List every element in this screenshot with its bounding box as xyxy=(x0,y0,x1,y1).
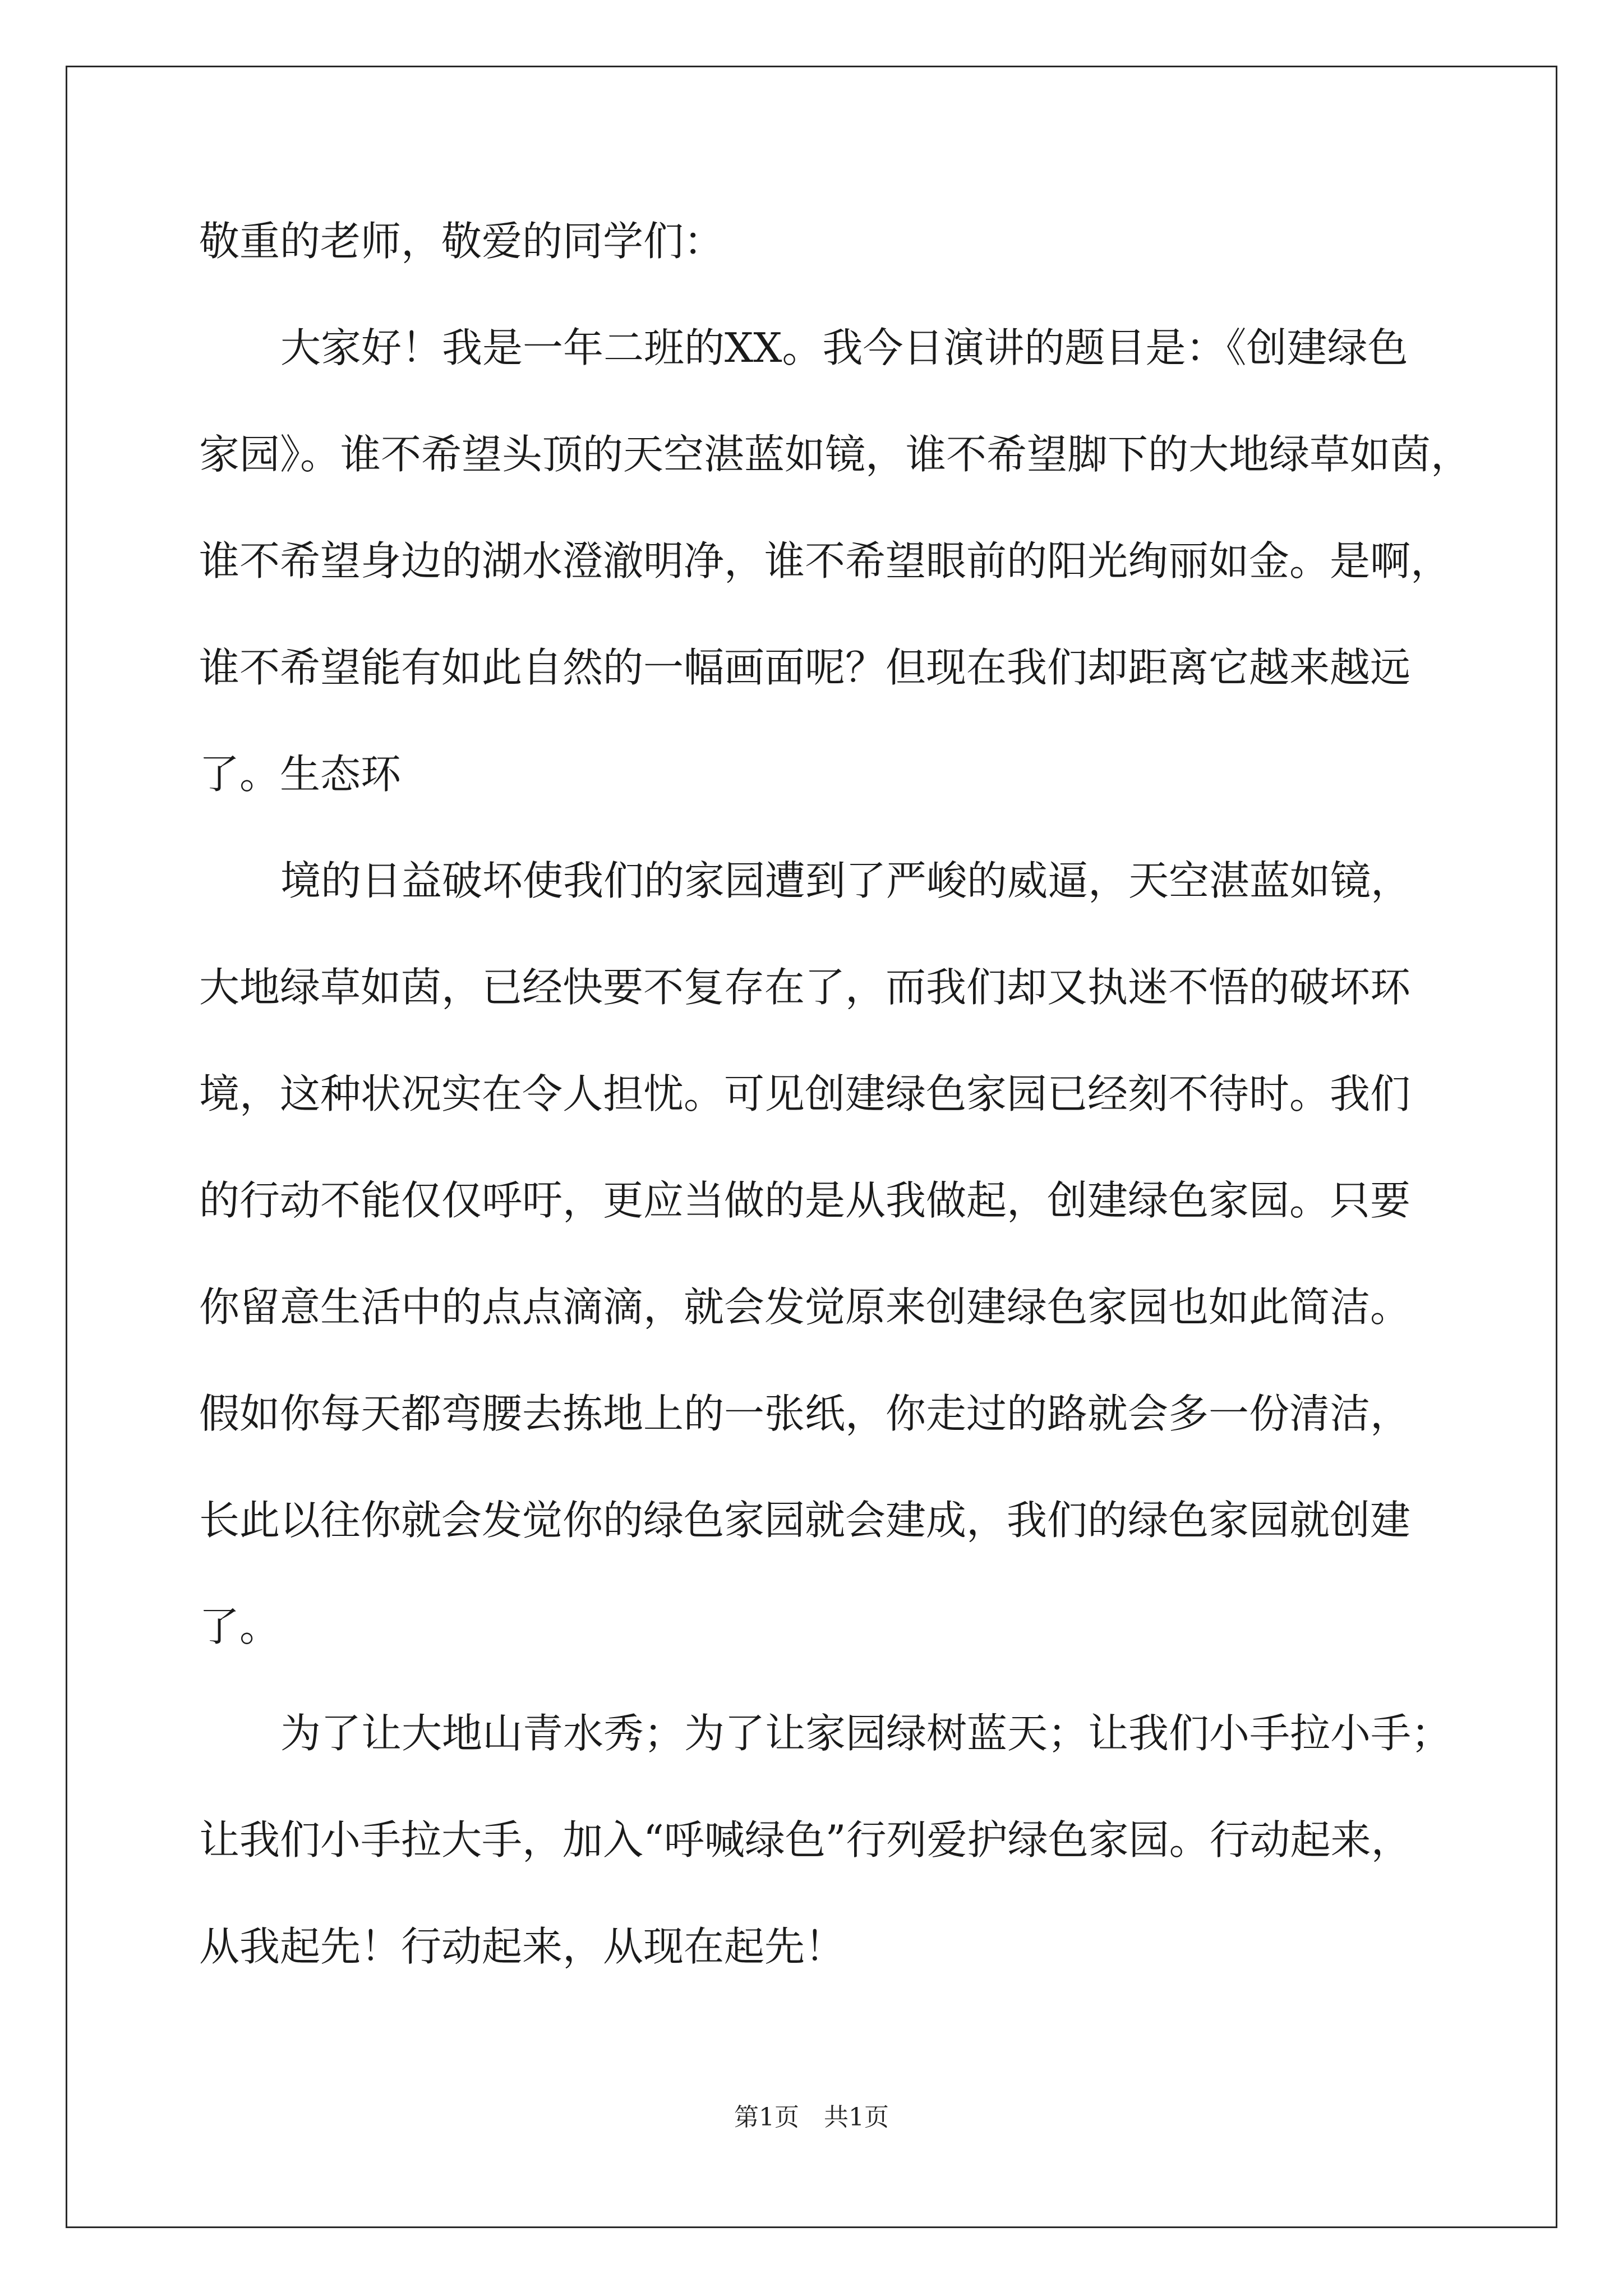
paragraph-1-line-4: 谁不希望能有如此自然的一幅画面呢？但现在我们却距离它越来越远 xyxy=(199,644,1411,691)
paragraph-1-line-2: 家园》。谁不希望头顶的天空湛蓝如镜，谁不希望脚下的大地绿草如茵， xyxy=(199,431,1472,478)
paragraph-1-line-5: 了。生态环 xyxy=(199,751,402,798)
paragraph-2-line-1: 境的日益破坏使我们的家园遭到了严峻的威逼，天空湛蓝如镜， xyxy=(280,857,1412,904)
paragraph-2-line-3: 境，这种状况实在令人担忧。可见创建绿色家园已经刻不待时。我们 xyxy=(199,1070,1411,1117)
paragraph-1-line-1: 大家好！我是一年二班的XX。我今日演讲的题目是：《创建绿色 xyxy=(280,324,1408,371)
paragraph-2-line-6: 假如你每天都弯腰去拣地上的一张纸，你走过的路就会多一份清洁， xyxy=(199,1390,1411,1437)
paragraph-2-line-7: 长此以往你就会发觉你的绿色家园就会建成，我们的绿色家园就创建 xyxy=(199,1497,1411,1544)
page-footer: 第1页 共1页 xyxy=(734,2103,889,2132)
paragraph-2-line-4: 的行动不能仅仅呼吁，更应当做的是从我做起，创建绿色家园。只要 xyxy=(199,1177,1411,1224)
salutation-line: 敬重的老师，敬爱的同学们： xyxy=(199,218,725,265)
paragraph-2-line-2: 大地绿草如茵，已经快要不复存在了，而我们却又执迷不悟的破坏环 xyxy=(199,964,1411,1011)
paragraph-3-line-2: 让我们小手拉大手，加入“呼喊绿色”行列爱护绿色家园。行动起来， xyxy=(199,1816,1412,1864)
paragraph-2-line-5: 你留意生活中的点点滴滴，就会发觉原来创建绿色家园也如此简洁。 xyxy=(199,1283,1411,1331)
page-border xyxy=(66,66,1557,2228)
paragraph-2-line-8: 了。 xyxy=(199,1603,280,1650)
paragraph-1-line-3: 谁不希望身边的湖水澄澈明净，谁不希望眼前的阳光绚丽如金。是啊， xyxy=(199,537,1451,585)
paragraph-3-line-3: 从我起先！行动起来，从现在起先！ xyxy=(199,1923,846,1970)
paragraph-3-line-1: 为了让大地山青水秀；为了让家园绿树蓝天；让我们小手拉小手； xyxy=(280,1710,1452,1757)
